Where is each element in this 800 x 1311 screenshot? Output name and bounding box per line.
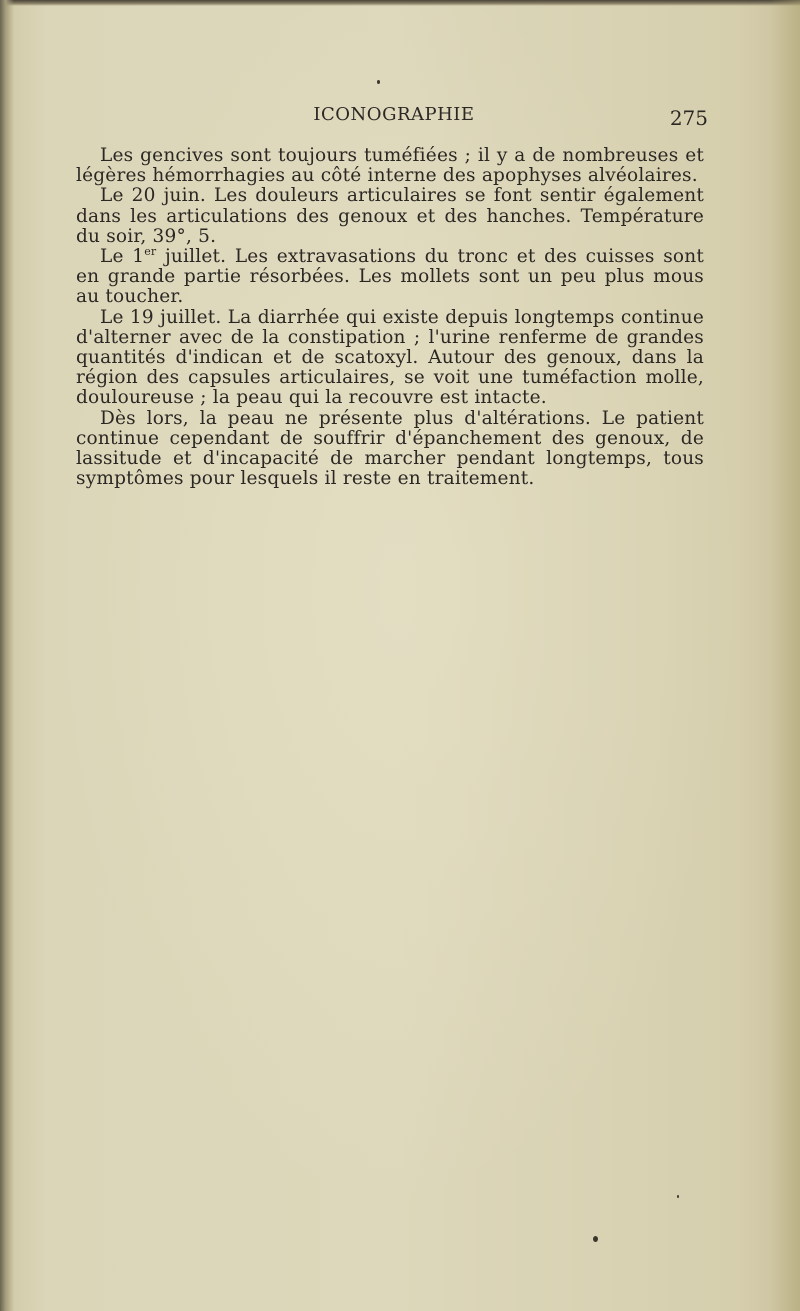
ordinal-superscript: er bbox=[144, 244, 157, 258]
paragraph: Le 19 juillet. La diarrhée qui existe depuis longtemps continue d'alterner avec de la constipation ; l'urine renferme de grandes quantités d'indican et de scatoxyl. Autour des genoux, dans la région des capsules articulaires, se voit une tuméfaction molle, douloureuse ; la peau qui la recouvre est intacte. bbox=[76, 306, 704, 409]
body-text bbox=[76, 146, 704, 489]
page-binding-edge bbox=[0, 0, 14, 1311]
page-number: 275 bbox=[669, 106, 708, 130]
running-head bbox=[80, 104, 708, 134]
ink-speck bbox=[593, 1236, 598, 1242]
page-top-edge-shadow bbox=[0, 0, 800, 6]
paragraph: Dès lors, la peau ne présente plus d'altérations. Le patient continue cependant de souffrir d'épanchement des genoux, de lassitude et d'incapacité de marcher pendant longtemps, tous symptômes pour lesquels il reste en traitement. bbox=[76, 407, 704, 490]
paragraph bbox=[76, 244, 705, 308]
running-head-title: ICONOGRAPHIE bbox=[313, 104, 475, 125]
paragraph-body: juillet. Les extravasations du tronc et des cuisses sont en grande partie résorbées. Les mollets sont un peu plus mous au toucher. bbox=[76, 246, 705, 308]
ink-speck bbox=[677, 1195, 679, 1198]
page-right-edge-stain bbox=[770, 0, 800, 1311]
paragraph: Les gencives sont toujours tuméfiées ; il y a de nombreuses et légères hémorrhagies au côté interne des apophyses alvéolaires. bbox=[76, 145, 704, 187]
ink-speck bbox=[377, 80, 380, 84]
paragraph: Le 20 juin. Les douleurs articulaires se font sentir également dans les articulations des genoux et des hanches. Température du soir, 39°, 5. bbox=[76, 185, 704, 247]
paragraph-prefix: Le 1 bbox=[100, 246, 145, 268]
